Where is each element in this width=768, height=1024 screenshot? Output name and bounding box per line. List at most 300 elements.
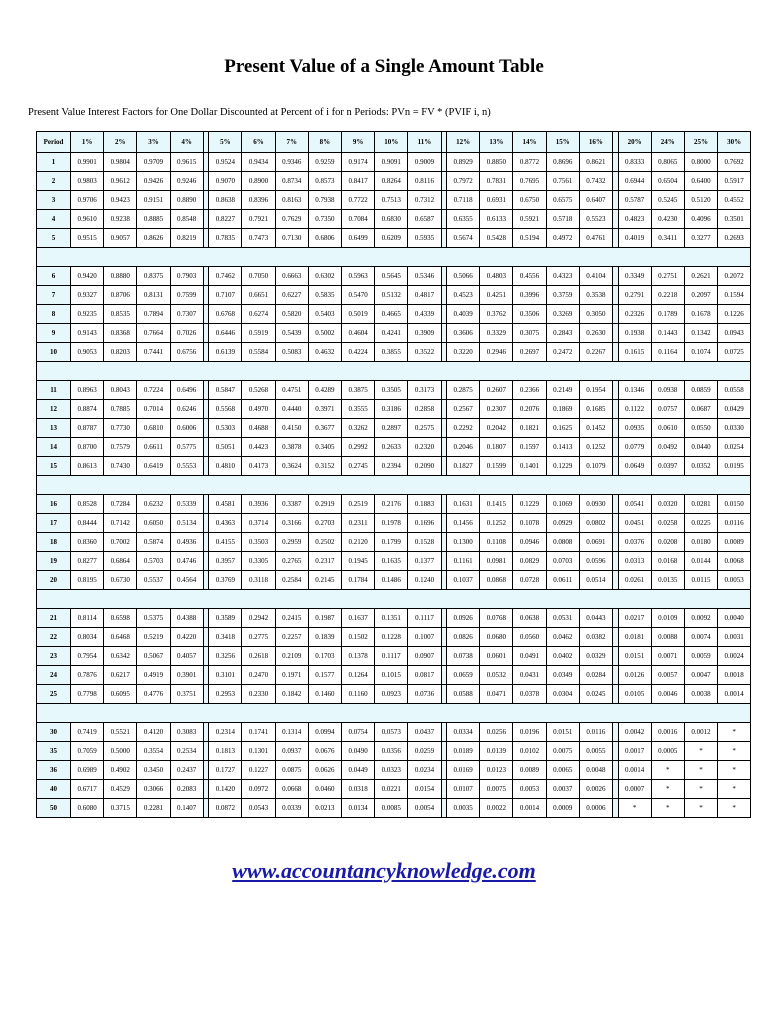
- factor-cell: 0.1160: [342, 685, 375, 704]
- factor-cell: 0.3349: [618, 267, 651, 286]
- rate-column-header: 9%: [342, 132, 375, 153]
- factor-cell: 0.1615: [618, 343, 651, 362]
- factor-cell: 0.1599: [480, 457, 513, 476]
- factor-cell: 0.1346: [618, 381, 651, 400]
- factor-cell: 0.3589: [209, 609, 242, 628]
- factor-cell: 0.1703: [308, 647, 341, 666]
- factor-cell: 0.4289: [308, 381, 341, 400]
- factor-cell: 0.1351: [375, 609, 408, 628]
- factor-cell: 0.9426: [137, 172, 170, 191]
- factor-cell: 0.6598: [104, 609, 137, 628]
- factor-cell: 0.6611: [137, 438, 170, 457]
- period-cell: 4: [37, 210, 71, 229]
- factor-cell: *: [618, 799, 651, 818]
- factor-cell: 0.5921: [513, 210, 546, 229]
- factor-cell: 0.1377: [408, 552, 441, 571]
- period-cell: 24: [37, 666, 71, 685]
- factor-cell: 0.4665: [375, 305, 408, 324]
- factor-cell: 0.3050: [579, 305, 612, 324]
- factor-cell: 0.9515: [71, 229, 104, 248]
- factor-cell: 0.0014: [513, 799, 546, 818]
- factor-cell: 0.7473: [242, 229, 275, 248]
- factor-cell: 0.5523: [579, 210, 612, 229]
- factor-cell: 0.4363: [209, 514, 242, 533]
- factor-cell: 0.0245: [579, 685, 612, 704]
- factor-cell: 0.0875: [275, 761, 308, 780]
- factor-cell: 0.3083: [170, 723, 203, 742]
- factor-cell: 0.0541: [618, 495, 651, 514]
- factor-cell: 0.0151: [546, 723, 579, 742]
- factor-cell: 0.0107: [447, 780, 480, 799]
- factor-cell: 0.0588: [447, 685, 480, 704]
- factor-cell: 0.0829: [513, 552, 546, 571]
- factor-cell: 0.2584: [275, 571, 308, 590]
- factor-cell: 0.1108: [480, 533, 513, 552]
- factor-cell: 0.9804: [104, 153, 137, 172]
- factor-cell: 0.8163: [275, 191, 308, 210]
- factor-cell: 0.0092: [684, 609, 717, 628]
- factor-cell: 0.9346: [275, 153, 308, 172]
- factor-cell: 0.0234: [408, 761, 441, 780]
- factor-cell: 0.6232: [137, 495, 170, 514]
- factor-cell: 0.0826: [447, 628, 480, 647]
- table-row: [37, 438, 751, 457]
- factor-cell: 0.8900: [242, 172, 275, 191]
- factor-cell: *: [651, 761, 684, 780]
- factor-cell: 0.7312: [408, 191, 441, 210]
- period-cell: 10: [37, 343, 71, 362]
- period-cell: 11: [37, 381, 71, 400]
- factor-cell: 0.3855: [375, 343, 408, 362]
- factor-cell: 0.1594: [718, 286, 751, 305]
- factor-cell: 0.0397: [651, 457, 684, 476]
- factor-cell: 0.1799: [375, 533, 408, 552]
- table-row: [37, 495, 751, 514]
- period-cell: 19: [37, 552, 71, 571]
- factor-cell: 0.9053: [71, 343, 104, 362]
- factor-cell: 0.4423: [242, 438, 275, 457]
- factor-cell: 0.2314: [209, 723, 242, 742]
- factor-cell: 0.0443: [579, 609, 612, 628]
- factor-cell: 0.6080: [71, 799, 104, 818]
- factor-cell: 0.2875: [447, 381, 480, 400]
- factor-cell: 0.1685: [579, 400, 612, 419]
- rate-column-header: 8%: [308, 132, 341, 153]
- table-row: [37, 533, 751, 552]
- factor-cell: 0.1407: [170, 799, 203, 818]
- factor-cell: 0.0460: [308, 780, 341, 799]
- factor-cell: 0.6810: [137, 419, 170, 438]
- factor-cell: 0.9434: [242, 153, 275, 172]
- factor-cell: 0.0437: [408, 723, 441, 742]
- factor-cell: 0.0691: [579, 533, 612, 552]
- factor-cell: 0.2633: [375, 438, 408, 457]
- factor-cell: 0.4776: [137, 685, 170, 704]
- factor-cell: 0.5963: [342, 267, 375, 286]
- factor-cell: 0.0313: [618, 552, 651, 571]
- factor-cell: 0.0935: [618, 419, 651, 438]
- factor-cell: 0.1443: [651, 324, 684, 343]
- factor-cell: 0.0768: [480, 609, 513, 628]
- factor-cell: 0.0449: [342, 761, 375, 780]
- factor-cell: 0.5066: [447, 267, 480, 286]
- factor-cell: 0.1161: [447, 552, 480, 571]
- factor-cell: 0.0339: [275, 799, 308, 818]
- factor-cell: 0.0109: [651, 609, 684, 628]
- factor-cell: 0.2109: [275, 647, 308, 666]
- factor-cell: 0.0596: [579, 552, 612, 571]
- factor-cell: 0.5835: [308, 286, 341, 305]
- factor-cell: 0.0938: [651, 381, 684, 400]
- factor-cell: 0.2607: [480, 381, 513, 400]
- factor-cell: 0.0491: [513, 647, 546, 666]
- factor-cell: 0.0074: [684, 628, 717, 647]
- factor-cell: 0.0031: [718, 628, 751, 647]
- factor-cell: 0.3173: [408, 381, 441, 400]
- factor-cell: 0.1938: [618, 324, 651, 343]
- factor-cell: 0.3936: [242, 495, 275, 514]
- factor-cell: 0.2076: [513, 400, 546, 419]
- factor-cell: 0.0349: [546, 666, 579, 685]
- factor-cell: 0.2630: [579, 324, 612, 343]
- factor-cell: 0.0089: [718, 533, 751, 552]
- rate-column-header: 3%: [137, 132, 170, 153]
- factor-cell: 0.3769: [209, 571, 242, 590]
- factor-cell: 0.1460: [308, 685, 341, 704]
- factor-cell: 0.0754: [342, 723, 375, 742]
- factor-cell: 0.5537: [137, 571, 170, 590]
- factor-cell: 0.2176: [375, 495, 408, 514]
- factor-cell: *: [651, 780, 684, 799]
- factor-cell: 0.0638: [513, 609, 546, 628]
- factor-cell: 0.3277: [684, 229, 717, 248]
- factor-cell: 0.7894: [137, 305, 170, 324]
- factor-cell: 0.6989: [71, 761, 104, 780]
- factor-cell: 0.2145: [308, 571, 341, 590]
- factor-cell: 0.5428: [480, 229, 513, 248]
- factor-cell: 0.9259: [308, 153, 341, 172]
- factor-cell: 0.0382: [579, 628, 612, 647]
- factor-cell: 0.2218: [651, 286, 684, 305]
- factor-cell: 0.6227: [275, 286, 308, 305]
- factor-cell: 0.0668: [275, 780, 308, 799]
- factor-cell: 0.0703: [546, 552, 579, 571]
- factor-cell: 0.0532: [480, 666, 513, 685]
- factor-cell: 0.0531: [546, 609, 579, 628]
- factor-cell: 0.0281: [684, 495, 717, 514]
- factor-cell: 0.0180: [684, 533, 717, 552]
- factor-cell: 0.7938: [308, 191, 341, 210]
- factor-cell: 0.1452: [579, 419, 612, 438]
- rate-column-header: 6%: [242, 132, 275, 153]
- factor-cell: 0.7579: [104, 438, 137, 457]
- period-cell: 30: [37, 723, 71, 742]
- factor-cell: 0.3066: [137, 780, 170, 799]
- factor-cell: 0.1807: [480, 438, 513, 457]
- factor-cell: 0.1597: [513, 438, 546, 457]
- factor-cell: 0.7599: [170, 286, 203, 305]
- factor-cell: 0.5553: [170, 457, 203, 476]
- factor-cell: 0.8131: [137, 286, 170, 305]
- rate-column-header: 1%: [71, 132, 104, 153]
- factor-cell: 0.0649: [618, 457, 651, 476]
- factor-cell: 0.5067: [137, 647, 170, 666]
- factor-cell: 0.8885: [137, 210, 170, 229]
- factor-cell: 0.2745: [342, 457, 375, 476]
- factor-cell: 0.2791: [618, 286, 651, 305]
- factor-cell: 0.7972: [447, 172, 480, 191]
- factor-cell: 0.0626: [308, 761, 341, 780]
- factor-cell: 0.3269: [546, 305, 579, 324]
- factor-cell: 0.7629: [275, 210, 308, 229]
- factor-cell: 0.3186: [375, 400, 408, 419]
- factor-cell: 0.3118: [242, 571, 275, 590]
- factor-cell: 0.9057: [104, 229, 137, 248]
- factor-cell: 0.5874: [137, 533, 170, 552]
- period-cell: 20: [37, 571, 71, 590]
- factor-cell: 0.6209: [375, 229, 408, 248]
- factor-cell: 0.2751: [651, 267, 684, 286]
- factor-cell: 0.1117: [375, 647, 408, 666]
- factor-cell: 0.1954: [579, 381, 612, 400]
- factor-cell: 0.0088: [651, 628, 684, 647]
- period-cell: 25: [37, 685, 71, 704]
- period-cell: 5: [37, 229, 71, 248]
- period-cell: 8: [37, 305, 71, 324]
- factor-cell: 0.8065: [651, 153, 684, 172]
- factor-cell: 0.7350: [308, 210, 341, 229]
- rate-column-header: 15%: [546, 132, 579, 153]
- factor-cell: 0.6050: [137, 514, 170, 533]
- period-cell: 15: [37, 457, 71, 476]
- factor-cell: 0.5002: [308, 324, 341, 343]
- table-row: [37, 723, 751, 742]
- factor-cell: 0.8696: [546, 153, 579, 172]
- factor-cell: 0.9423: [104, 191, 137, 210]
- factor-cell: 0.0330: [718, 419, 751, 438]
- factor-cell: 0.7722: [342, 191, 375, 210]
- factor-cell: 0.0318: [342, 780, 375, 799]
- factor-cell: 0.0046: [651, 685, 684, 704]
- factor-cell: 0.0054: [408, 799, 441, 818]
- factor-cell: 0.0009: [546, 799, 579, 818]
- factor-cell: 0.4523: [447, 286, 480, 305]
- factor-cell: 0.1528: [408, 533, 441, 552]
- factor-cell: 0.8368: [104, 324, 137, 343]
- factor-cell: 0.3152: [308, 457, 341, 476]
- rate-column-header: 4%: [170, 132, 203, 153]
- table-row: [37, 172, 751, 191]
- factor-cell: 0.5917: [718, 172, 751, 191]
- factor-cell: 0.4972: [546, 229, 579, 248]
- table-row: [37, 191, 751, 210]
- factor-cell: 0.0859: [684, 381, 717, 400]
- factor-cell: 0.5935: [408, 229, 441, 248]
- factor-cell: 0.1678: [684, 305, 717, 324]
- period-cell: 36: [37, 761, 71, 780]
- table-row: [37, 514, 751, 533]
- table-row: [37, 381, 751, 400]
- factor-cell: 0.4323: [546, 267, 579, 286]
- factor-cell: 0.2703: [308, 514, 341, 533]
- spacer-row: [37, 248, 751, 267]
- factor-cell: 0.9070: [209, 172, 242, 191]
- factor-cell: 0.6499: [342, 229, 375, 248]
- table-header-row: [37, 132, 751, 153]
- factor-cell: 0.0994: [308, 723, 341, 742]
- factor-cell: 0.6717: [71, 780, 104, 799]
- factor-cell: 0.0014: [718, 685, 751, 704]
- factor-cell: 0.0329: [579, 647, 612, 666]
- factor-cell: 0.0356: [375, 742, 408, 761]
- factor-cell: 0.0208: [651, 533, 684, 552]
- factor-cell: 0.1784: [342, 571, 375, 590]
- factor-cell: 0.7050: [242, 267, 275, 286]
- factor-cell: 0.2942: [242, 609, 275, 628]
- factor-cell: 0.4150: [275, 419, 308, 438]
- factor-cell: 0.9420: [71, 267, 104, 286]
- factor-cell: 0.8638: [209, 191, 242, 210]
- factor-cell: 0.6651: [242, 286, 275, 305]
- factor-cell: 0.2697: [513, 343, 546, 362]
- factor-cell: *: [684, 780, 717, 799]
- factor-cell: 0.0035: [447, 799, 480, 818]
- table-description: Present Value Interest Factors for One Dollar Discounted at Percent of i for n Periods: PVn = FV * (PVIF i, n): [28, 107, 491, 118]
- factor-cell: 0.5847: [209, 381, 242, 400]
- factor-cell: 0.7903: [170, 267, 203, 286]
- factor-cell: 0.0676: [308, 742, 341, 761]
- factor-cell: 0.0115: [684, 571, 717, 590]
- factor-cell: 0.0943: [718, 324, 751, 343]
- factor-cell: 0.4761: [579, 229, 612, 248]
- factor-cell: 0.6587: [408, 210, 441, 229]
- table-row: [37, 419, 751, 438]
- factor-cell: 0.0558: [718, 381, 751, 400]
- spacer-row: [37, 362, 751, 381]
- factor-cell: 0.1007: [408, 628, 441, 647]
- factor-cell: 0.1228: [375, 628, 408, 647]
- table-row: [37, 666, 751, 685]
- factor-cell: 0.0089: [513, 761, 546, 780]
- factor-cell: 0.0429: [718, 400, 751, 419]
- factor-cell: 0.0075: [546, 742, 579, 761]
- factor-cell: 0.6006: [170, 419, 203, 438]
- footer: [0, 858, 768, 884]
- factor-cell: 0.1122: [618, 400, 651, 419]
- factor-cell: 0.2394: [375, 457, 408, 476]
- factor-cell: 0.7084: [342, 210, 375, 229]
- factor-cell: 0.2317: [308, 552, 341, 571]
- factor-cell: 0.1015: [375, 666, 408, 685]
- factor-cell: 0.0601: [480, 647, 513, 666]
- factor-cell: 0.6400: [684, 172, 717, 191]
- factor-cell: *: [684, 742, 717, 761]
- factor-cell: 0.6496: [170, 381, 203, 400]
- factor-cell: 0.2307: [480, 400, 513, 419]
- factor-cell: 0.2292: [447, 419, 480, 438]
- factor-cell: 0.8734: [275, 172, 308, 191]
- factor-cell: 0.5339: [170, 495, 203, 514]
- factor-cell: 0.2267: [579, 343, 612, 362]
- factor-cell: 0.1240: [408, 571, 441, 590]
- factor-cell: 0.1069: [546, 495, 579, 514]
- factor-cell: 0.5718: [546, 210, 579, 229]
- factor-cell: 0.9091: [375, 153, 408, 172]
- factor-cell: 0.0946: [513, 533, 546, 552]
- factor-cell: 0.4688: [242, 419, 275, 438]
- factor-cell: 0.5439: [275, 324, 308, 343]
- factor-cell: 0.6750: [513, 191, 546, 210]
- factor-cell: 0.5134: [170, 514, 203, 533]
- factor-cell: 0.0981: [480, 552, 513, 571]
- factor-cell: 0.0139: [480, 742, 513, 761]
- factor-cell: 0.0068: [718, 552, 751, 571]
- factor-cell: 0.0378: [513, 685, 546, 704]
- factor-cell: 0.8264: [375, 172, 408, 191]
- factor-cell: 0.6768: [209, 305, 242, 324]
- factor-cell: 0.5775: [170, 438, 203, 457]
- factor-cell: 0.7835: [209, 229, 242, 248]
- factor-cell: 0.3677: [308, 419, 341, 438]
- factor-cell: 0.4339: [408, 305, 441, 324]
- factor-cell: 0.0334: [447, 723, 480, 742]
- factor-cell: 0.4552: [718, 191, 751, 210]
- table-row: [37, 343, 751, 362]
- factor-cell: 0.5584: [242, 343, 275, 362]
- factor-cell: 0.0872: [209, 799, 242, 818]
- period-cell: 1: [37, 153, 71, 172]
- spacer-row: [37, 704, 751, 723]
- factor-cell: 0.1637: [342, 609, 375, 628]
- factor-cell: 0.0514: [579, 571, 612, 590]
- factor-cell: 0.2693: [718, 229, 751, 248]
- factor-cell: 0.6446: [209, 324, 242, 343]
- factor-cell: 0.8548: [170, 210, 203, 229]
- rate-column-header: 10%: [375, 132, 408, 153]
- factor-cell: 0.1037: [447, 571, 480, 590]
- website-link[interactable]: www.accountancyknowledge.com: [232, 858, 536, 883]
- factor-cell: 0.2311: [342, 514, 375, 533]
- factor-cell: *: [718, 780, 751, 799]
- factor-cell: 0.7921: [242, 210, 275, 229]
- factor-cell: 0.6302: [308, 267, 341, 286]
- factor-cell: 0.2897: [375, 419, 408, 438]
- factor-cell: 0.4251: [480, 286, 513, 305]
- factor-cell: 0.2858: [408, 400, 441, 419]
- factor-cell: 0.0431: [513, 666, 546, 685]
- table-row: [37, 229, 751, 248]
- factor-cell: 0.0026: [579, 780, 612, 799]
- factor-cell: 0.8277: [71, 552, 104, 571]
- factor-cell: 0.6246: [170, 400, 203, 419]
- factor-cell: 0.0213: [308, 799, 341, 818]
- factor-cell: 0.1696: [408, 514, 441, 533]
- factor-cell: 0.9246: [170, 172, 203, 191]
- factor-cell: 0.7692: [718, 153, 751, 172]
- factor-cell: 0.6931: [480, 191, 513, 210]
- period-cell: 22: [37, 628, 71, 647]
- factor-cell: 0.6217: [104, 666, 137, 685]
- factor-cell: 0.6095: [104, 685, 137, 704]
- factor-cell: 0.1078: [513, 514, 546, 533]
- factor-cell: 0.4440: [275, 400, 308, 419]
- factor-cell: 0.2775: [242, 628, 275, 647]
- period-cell: 17: [37, 514, 71, 533]
- factor-cell: 0.0042: [618, 723, 651, 742]
- factor-cell: 0.2415: [275, 609, 308, 628]
- factor-cell: 0.0085: [375, 799, 408, 818]
- period-cell: 21: [37, 609, 71, 628]
